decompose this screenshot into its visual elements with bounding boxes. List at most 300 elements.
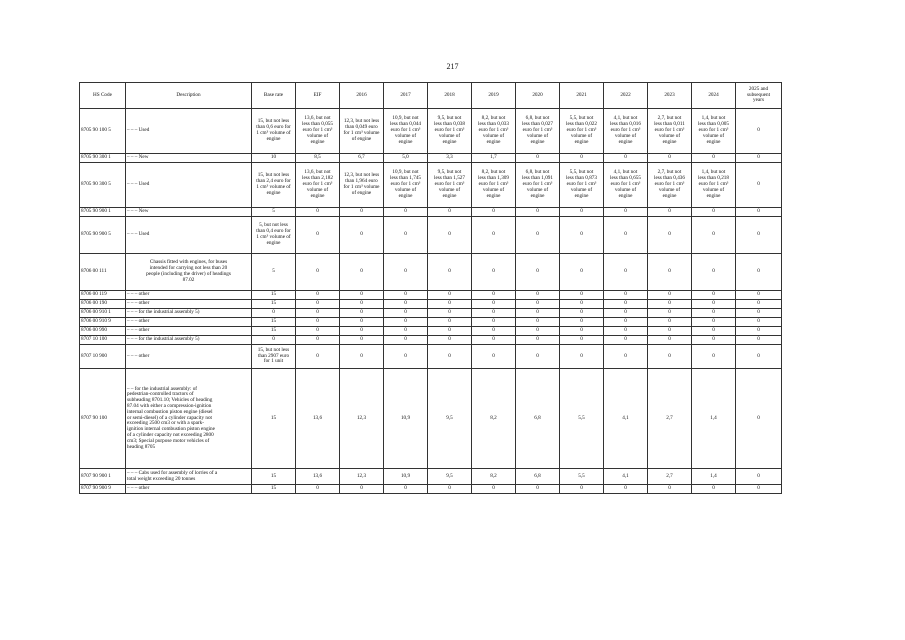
rate-value: 0 <box>668 231 671 238</box>
rate-cell <box>296 369 340 469</box>
description-cell <box>126 154 252 163</box>
column-header <box>252 83 296 109</box>
rate-value: 5,5 <box>578 414 585 421</box>
rate-cell <box>560 369 604 469</box>
rate-value: 0 <box>360 352 363 359</box>
rate-value: 0 <box>404 327 407 334</box>
rate-value: 6,7 <box>358 154 365 161</box>
rate-cell <box>560 208 604 217</box>
rate-value: 0 <box>712 231 715 238</box>
rate-cell <box>736 217 782 254</box>
rate-cell <box>692 217 736 254</box>
rate-value: 0 <box>580 300 583 307</box>
column-header-label: EIF <box>313 91 322 98</box>
rate-value: 0 <box>668 309 671 316</box>
column-header-label: 2024 <box>708 91 719 98</box>
rate-cell <box>472 217 516 254</box>
rate-cell <box>472 300 516 309</box>
rate-value: 0 <box>448 327 451 334</box>
rate-value: 0 <box>404 208 407 215</box>
rate-cell <box>384 318 428 327</box>
rate-value: 0 <box>757 336 760 343</box>
rate-value: 13,6 <box>312 472 323 479</box>
rate-value: 15 <box>270 300 277 307</box>
rate-value: 0 <box>757 414 760 421</box>
rate-cell <box>428 336 472 345</box>
rate-cell <box>296 208 340 217</box>
rate-cell <box>340 469 384 485</box>
rate-cell <box>692 163 736 208</box>
column-header <box>428 83 472 109</box>
rate-value: 6,8 <box>534 472 541 479</box>
rate-value: 0 <box>272 336 275 343</box>
hs-code-cell: 8707 10 900 <box>80 345 126 369</box>
rate-cell <box>604 217 648 254</box>
rate-value: 0 <box>580 291 583 298</box>
rate-cell <box>560 300 604 309</box>
base-rate-cell <box>252 109 296 154</box>
rate-cell <box>340 254 384 291</box>
base-rate-cell <box>252 336 296 345</box>
rate-cell <box>384 291 428 300</box>
rate-cell <box>736 163 782 208</box>
description-cell <box>126 109 252 154</box>
rate-value: 9,5 <box>446 414 453 421</box>
rate-value: 9,5, but not less than 0,038 euro for 1 cm³ volume of engine <box>434 115 465 145</box>
rate-cell <box>384 327 428 336</box>
rate-cell <box>296 485 340 494</box>
rate-cell <box>428 327 472 336</box>
rate-value: 10,9 <box>400 414 411 421</box>
rate-value: 0 <box>404 352 407 359</box>
rate-cell <box>560 217 604 254</box>
table-row <box>80 291 782 300</box>
rate-value: 0 <box>757 485 760 492</box>
hs-code-cell: 8705 90 900 5 <box>80 217 126 254</box>
rate-cell <box>736 300 782 309</box>
rate-value: 0 <box>536 154 539 161</box>
rate-value: 0 <box>536 352 539 359</box>
rate-cell <box>384 309 428 318</box>
rate-cell <box>296 300 340 309</box>
rate-value: 0 <box>668 300 671 307</box>
rate-cell <box>560 154 604 163</box>
rate-value: 0 <box>668 154 671 161</box>
rate-cell <box>604 300 648 309</box>
rate-cell <box>560 327 604 336</box>
rate-value: 13,6, but not less than 0,055 euro for 1 cm³ volume of engine <box>302 115 333 145</box>
hs-code-cell: 8706 00 119 <box>80 291 126 300</box>
hs-code-cell: 8705 90 900 1 <box>80 208 126 217</box>
table-row <box>80 485 782 494</box>
rate-value: 5,5, but not less than 0,873 euro for 1 cm³ volume of engine <box>566 169 597 199</box>
rate-cell <box>340 291 384 300</box>
rate-value: 0 <box>580 208 583 215</box>
rate-value: 0 <box>448 485 451 492</box>
rate-cell <box>560 254 604 291</box>
rate-value: 5 <box>272 208 275 215</box>
rate-cell <box>604 485 648 494</box>
rate-value: 15, but not less than 2,4 euro for 1 cm³ volume of engine <box>256 172 291 196</box>
rate-value: 2,7, but not less than 0,436 euro for 1 cm³ volume of engine <box>654 169 685 199</box>
table-row <box>80 327 782 336</box>
rate-value: 4,1, but not less than 0,655 euro for 1 cm³ volume of engine <box>610 169 641 199</box>
rate-cell <box>560 345 604 369</box>
rate-value: 0 <box>757 291 760 298</box>
rate-cell <box>516 300 560 309</box>
rate-cell <box>648 318 692 327</box>
rate-value: 0 <box>360 300 363 307</box>
column-header-label: 2025 and subsequent years <box>746 85 771 104</box>
rate-value: 0 <box>536 208 539 215</box>
column-header <box>692 83 736 109</box>
rate-cell <box>384 485 428 494</box>
rate-cell <box>340 485 384 494</box>
rate-value: 9,5, but not less than 1,527 euro for 1 cm³ volume of engine <box>434 169 465 199</box>
rate-value: 0 <box>712 485 715 492</box>
rate-cell <box>428 485 472 494</box>
rate-value: 0 <box>448 352 451 359</box>
rate-value: 5, but not less than 0,4 euro for 1 cm³ volume of engine <box>256 222 291 246</box>
rate-value: 0 <box>624 327 627 334</box>
hs-code-cell: 8707 90 100 <box>80 369 126 469</box>
rate-value: 0 <box>757 309 760 316</box>
rate-value: 0 <box>536 327 539 334</box>
rate-value: 0 <box>536 268 539 275</box>
rate-value: 0 <box>448 231 451 238</box>
rate-cell <box>692 345 736 369</box>
column-header <box>516 83 560 109</box>
rate-cell <box>296 109 340 154</box>
rate-value: 0 <box>580 485 583 492</box>
table-row <box>80 345 782 369</box>
rate-value: 0 <box>668 336 671 343</box>
description-cell <box>126 300 252 309</box>
base-rate-cell <box>252 154 296 163</box>
rate-value: 0 <box>757 154 760 161</box>
rate-cell <box>648 300 692 309</box>
rate-value: 1,7 <box>490 154 497 161</box>
rate-cell <box>340 163 384 208</box>
rate-cell <box>560 485 604 494</box>
rate-cell <box>516 336 560 345</box>
rate-value: 0 <box>360 318 363 325</box>
rate-value: 0 <box>448 208 451 215</box>
rate-cell <box>604 336 648 345</box>
rate-value: 0 <box>492 336 495 343</box>
rate-value: 0 <box>536 291 539 298</box>
rate-value: 0 <box>536 309 539 316</box>
rate-value: 0 <box>712 318 715 325</box>
tariff-schedule-table <box>79 82 782 494</box>
rate-cell <box>736 291 782 300</box>
rate-cell <box>384 300 428 309</box>
rate-value: 0 <box>668 268 671 275</box>
rate-value: 0 <box>272 309 275 316</box>
rate-value: 5,5, but not less than 0,022 euro for 1 cm³ volume of engine <box>566 115 597 145</box>
rate-value: 0 <box>712 309 715 316</box>
rate-cell <box>472 154 516 163</box>
rate-cell <box>604 254 648 291</box>
rate-value: 0 <box>536 485 539 492</box>
hs-code-cell: 8706 00 910 9 <box>80 318 126 327</box>
description-text: – – – other <box>127 318 150 325</box>
rate-value: 0 <box>757 181 760 188</box>
rate-value: 10,9 <box>400 472 411 479</box>
description-cell <box>126 163 252 208</box>
rate-value: 0 <box>624 208 627 215</box>
rate-value: 8,2, but not less than 1,309 euro for 1 cm³ volume of engine <box>478 169 509 199</box>
rate-value: 8,5 <box>314 154 321 161</box>
rate-cell <box>560 336 604 345</box>
rate-cell <box>692 300 736 309</box>
column-header-label: HS Code <box>93 91 112 98</box>
rate-value: 0 <box>580 309 583 316</box>
rate-cell <box>516 291 560 300</box>
table-row <box>80 154 782 163</box>
rate-value: 0 <box>360 309 363 316</box>
rate-value: 0 <box>360 208 363 215</box>
rate-cell <box>296 469 340 485</box>
rate-value: 0 <box>624 309 627 316</box>
description-text: – – – for the industrial assembly 5) <box>127 336 200 343</box>
rate-value: 0 <box>448 300 451 307</box>
rate-cell <box>340 300 384 309</box>
rate-value: 0 <box>404 291 407 298</box>
hs-code-cell: 8706 00 190 <box>80 300 126 309</box>
rate-value: 4,1, but not less than 0,016 euro for 1 cm³ volume of engine <box>610 115 641 145</box>
rate-cell <box>560 109 604 154</box>
rate-cell <box>692 208 736 217</box>
rate-value: 13,6, but not less than 2,182 euro for 1 cm³ volume of engine <box>302 169 333 199</box>
rate-value: 1,4, but not less than 0,005 euro for 1 cm³ volume of engine <box>698 115 729 145</box>
rate-value: 0 <box>757 352 760 359</box>
rate-cell <box>428 208 472 217</box>
rate-cell <box>296 217 340 254</box>
rate-cell <box>384 154 428 163</box>
table-row <box>80 309 782 318</box>
rate-value: 0 <box>360 327 363 334</box>
rate-value: 0 <box>624 318 627 325</box>
table-header <box>80 83 782 109</box>
rate-cell <box>472 309 516 318</box>
rate-cell <box>516 485 560 494</box>
table-row <box>80 208 782 217</box>
rate-value: 0 <box>580 327 583 334</box>
description-cell <box>126 217 252 254</box>
rate-cell <box>560 291 604 300</box>
rate-cell <box>692 109 736 154</box>
rate-value: 0 <box>712 327 715 334</box>
rate-cell <box>516 369 560 469</box>
rate-cell <box>604 318 648 327</box>
rate-value: 0 <box>757 300 760 307</box>
description-text: – – – other <box>127 291 150 298</box>
rate-cell <box>472 254 516 291</box>
rate-value: 12,3 <box>356 472 367 479</box>
table-row <box>80 369 782 469</box>
rate-cell <box>428 217 472 254</box>
rate-value: 0 <box>492 300 495 307</box>
rate-cell <box>648 336 692 345</box>
rate-value: 0 <box>492 485 495 492</box>
rate-value: 0 <box>404 485 407 492</box>
rate-value: 8,2 <box>490 472 497 479</box>
rate-cell <box>428 469 472 485</box>
rate-value: 0 <box>712 268 715 275</box>
rate-value: 0 <box>624 154 627 161</box>
rate-value: 5 <box>272 268 275 275</box>
rate-cell <box>384 345 428 369</box>
rate-value: 12,3, but not less than 0,049 euro for 1 cm³ volume of engine <box>343 118 380 142</box>
page-number: 217 <box>446 62 459 71</box>
rate-cell <box>560 163 604 208</box>
rate-cell <box>384 336 428 345</box>
rate-value: 0 <box>448 268 451 275</box>
rate-cell <box>340 345 384 369</box>
hs-code-cell: 8706 00 111 <box>80 254 126 291</box>
rate-value: 0 <box>360 231 363 238</box>
rate-value: 5,0 <box>402 154 409 161</box>
rate-value: 0 <box>492 231 495 238</box>
rate-value: 0 <box>757 208 760 215</box>
column-header-label: 2019 <box>488 91 499 98</box>
rate-value: 0 <box>536 231 539 238</box>
rate-cell <box>296 163 340 208</box>
rate-value: 15 <box>270 485 277 492</box>
column-header <box>296 83 340 109</box>
rate-value: 0 <box>536 300 539 307</box>
rate-value: 0 <box>757 327 760 334</box>
rate-cell <box>472 318 516 327</box>
base-rate-cell <box>252 291 296 300</box>
rate-value: 6,8, but not less than 1,091 euro for 1 cm³ volume of engine <box>522 169 553 199</box>
rate-cell <box>648 254 692 291</box>
column-header-label: 2022 <box>620 91 631 98</box>
rate-cell <box>428 369 472 469</box>
rate-cell <box>648 309 692 318</box>
rate-value: 15 <box>270 327 277 334</box>
rate-cell <box>736 309 782 318</box>
rate-value: 0 <box>492 309 495 316</box>
rate-cell <box>428 300 472 309</box>
rate-cell <box>736 369 782 469</box>
rate-value: 0 <box>492 318 495 325</box>
table-row <box>80 318 782 327</box>
rate-value: 0 <box>712 336 715 343</box>
rate-cell <box>296 291 340 300</box>
hs-code-cell: 8706 00 910 1 <box>80 309 126 318</box>
rate-value: 12,3 <box>356 414 367 421</box>
rate-cell <box>296 254 340 291</box>
description-text: – – – other <box>127 300 150 307</box>
rate-value: 0 <box>404 300 407 307</box>
rate-cell <box>604 163 648 208</box>
rate-value: 10 <box>270 154 277 161</box>
description-text: – – – Used <box>127 127 150 134</box>
hs-code-cell: 8707 90 900 1 <box>80 469 126 485</box>
rate-cell <box>648 485 692 494</box>
rate-cell <box>692 154 736 163</box>
description-cell <box>126 336 252 345</box>
rate-value: 15 <box>270 414 277 421</box>
rate-cell <box>516 327 560 336</box>
rate-cell <box>428 163 472 208</box>
table-row <box>80 300 782 309</box>
rate-cell <box>692 318 736 327</box>
rate-value: 6,8, but not less than 0,027 euro for 1 cm³ volume of engine <box>522 115 553 145</box>
rate-cell <box>384 217 428 254</box>
rate-value: 0 <box>448 318 451 325</box>
rate-cell <box>296 154 340 163</box>
rate-cell <box>648 163 692 208</box>
rate-value: 0 <box>712 154 715 161</box>
rate-value: 0 <box>757 268 760 275</box>
column-header-label: 2020 <box>532 91 543 98</box>
rate-cell <box>472 291 516 300</box>
rate-cell <box>604 154 648 163</box>
rate-cell <box>692 327 736 336</box>
rate-cell <box>340 318 384 327</box>
rate-cell <box>604 345 648 369</box>
rate-value: 0 <box>536 318 539 325</box>
table-body <box>80 109 782 494</box>
rate-cell <box>428 318 472 327</box>
base-rate-cell <box>252 327 296 336</box>
rate-cell <box>340 154 384 163</box>
rate-cell <box>516 154 560 163</box>
rate-value: 0 <box>492 291 495 298</box>
rate-cell <box>516 254 560 291</box>
rate-value: 15, but not less than 2907 euro for 1 unit <box>257 346 290 365</box>
rate-cell <box>516 217 560 254</box>
column-header <box>560 83 604 109</box>
rate-value: 0 <box>404 318 407 325</box>
rate-value: 10,9, but not less than 1,745 euro for 1 cm³ volume of engine <box>390 169 421 199</box>
rate-value: 2,7, but not less than 0,011 euro for 1 cm³ volume of engine <box>654 115 685 145</box>
rate-cell <box>648 291 692 300</box>
rate-cell <box>472 369 516 469</box>
table-row <box>80 163 782 208</box>
rate-value: 0 <box>624 300 627 307</box>
rate-value: 0 <box>316 318 319 325</box>
rate-value: 0 <box>580 352 583 359</box>
rate-cell <box>692 485 736 494</box>
description-cell <box>126 485 252 494</box>
rate-value: 13,6 <box>312 414 323 421</box>
description-text: – – – other <box>127 485 150 492</box>
rate-cell <box>736 336 782 345</box>
rate-cell <box>384 254 428 291</box>
rate-value: 0 <box>712 300 715 307</box>
base-rate-cell <box>252 345 296 369</box>
rate-value: 0 <box>624 291 627 298</box>
rate-cell <box>692 254 736 291</box>
base-rate-cell <box>252 300 296 309</box>
rate-cell <box>384 469 428 485</box>
rate-value: 0 <box>492 352 495 359</box>
rate-value: 0 <box>360 485 363 492</box>
description-cell <box>126 291 252 300</box>
rate-value: 0 <box>712 208 715 215</box>
rate-value: 0 <box>448 309 451 316</box>
rate-value: 0 <box>316 268 319 275</box>
rate-cell <box>296 336 340 345</box>
rate-value: 2,7 <box>666 414 673 421</box>
rate-value: 15 <box>270 291 277 298</box>
rate-cell <box>692 291 736 300</box>
rate-cell <box>340 217 384 254</box>
